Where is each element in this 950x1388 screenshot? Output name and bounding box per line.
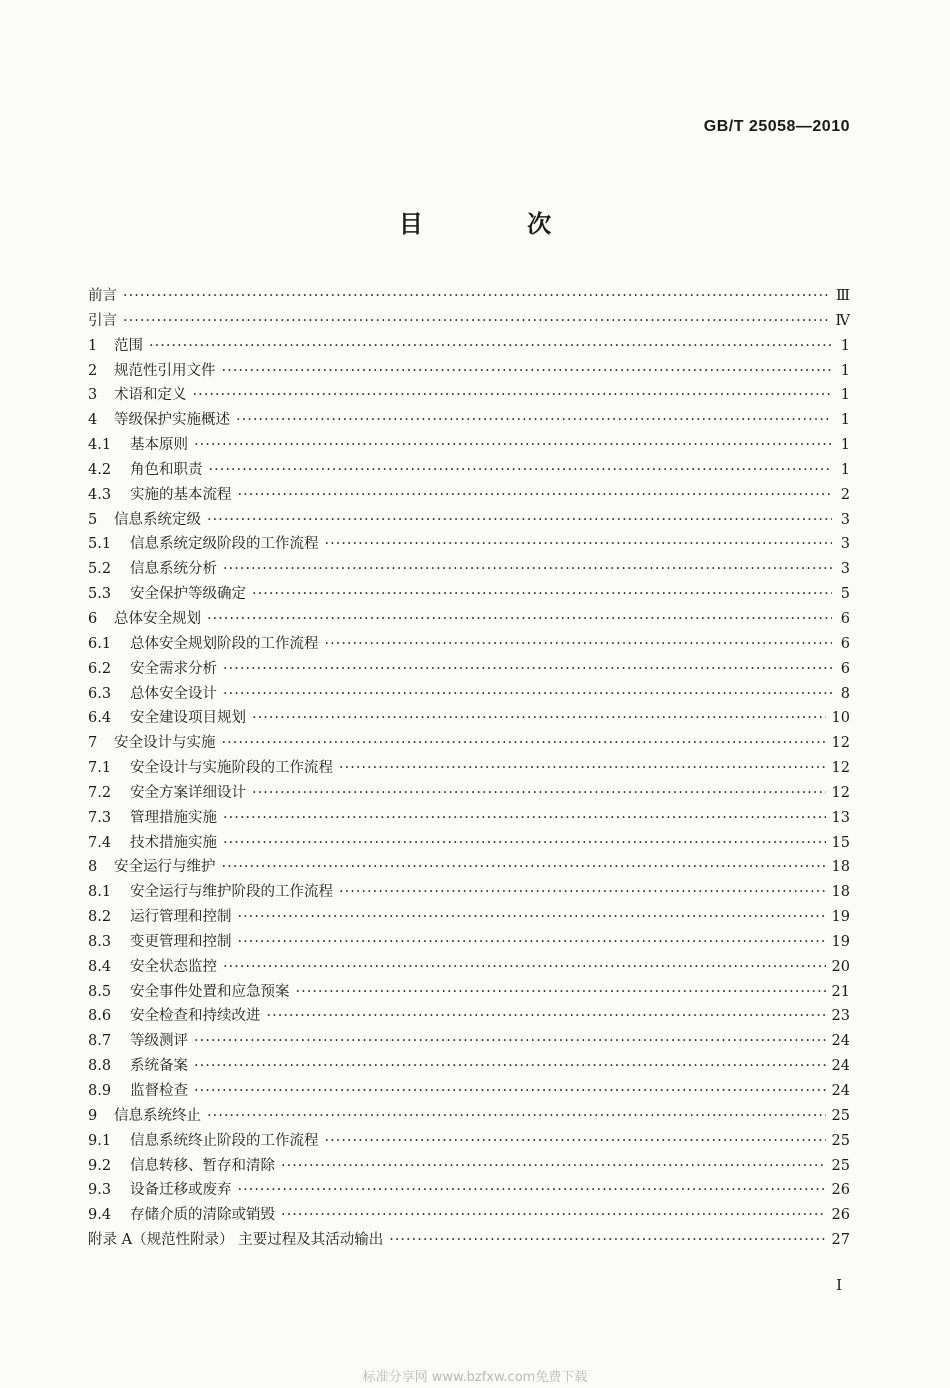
toc-entry-label: 信息系统终止 <box>114 1107 201 1124</box>
toc-leader-dots <box>238 909 826 925</box>
toc-entry-page: 3 <box>840 561 850 578</box>
toc-entry-label: 角色和职责 <box>130 461 203 478</box>
toc-entry-page: 15 <box>831 834 850 851</box>
toc-entry-page: 1 <box>840 461 850 478</box>
toc-entry[interactable] <box>88 284 850 309</box>
toc-leader-dots <box>339 760 826 776</box>
toc-entry-page: 1 <box>840 362 850 379</box>
table-of-contents <box>88 284 850 1253</box>
toc-entry-label: 监督检查 <box>130 1083 188 1099</box>
toc-leader-dots <box>223 661 832 677</box>
toc-entry[interactable] <box>88 1154 850 1179</box>
toc-leader-dots <box>194 1058 826 1074</box>
toc-entry[interactable] <box>88 1129 850 1154</box>
toc-entry[interactable] <box>88 433 850 458</box>
toc-entry-label: 信息转移、暂存和清除 <box>130 1157 275 1174</box>
toc-entry-number: 9.4 <box>88 1207 112 1224</box>
toc-leader-dots <box>281 1207 826 1223</box>
toc-entry-number: 6.3 <box>88 685 112 702</box>
toc-entry-page: 6 <box>840 610 850 627</box>
toc-entry-number: 5.2 <box>88 561 112 578</box>
toc-entry[interactable] <box>88 1178 850 1203</box>
toc-entry-number: 4 <box>88 412 98 429</box>
toc-entry-label: 设备迁移或废弃 <box>130 1182 232 1199</box>
toc-entry[interactable] <box>88 632 850 657</box>
toc-entry-label: 基本原则 <box>130 437 188 454</box>
toc-entry[interactable] <box>88 731 850 756</box>
toc-leader-dots <box>252 586 832 602</box>
toc-entry-label: 变更管理和控制 <box>130 933 232 950</box>
toc-entry[interactable] <box>88 1104 850 1129</box>
toc-entry-number: 8.4 <box>88 958 112 975</box>
document-code: GB/T 25058—2010 <box>703 118 850 135</box>
toc-entry-page: 12 <box>831 784 850 801</box>
toc-entry-page: 18 <box>831 859 850 876</box>
toc-entry[interactable] <box>88 483 850 508</box>
toc-entry-page: 19 <box>831 909 850 926</box>
page-number: I <box>836 1276 842 1294</box>
toc-entry-page: 3 <box>840 536 850 553</box>
toc-entry[interactable] <box>88 682 850 707</box>
toc-entry-number: 4.2 <box>88 461 112 478</box>
toc-entry-page: 12 <box>831 735 850 752</box>
toc-entry[interactable] <box>88 930 850 955</box>
toc-leader-dots <box>223 835 826 851</box>
toc-entry-page: 1 <box>840 437 850 454</box>
toc-entry[interactable] <box>88 1203 850 1228</box>
toc-entry-number: 9.3 <box>88 1182 112 1199</box>
toc-entry[interactable] <box>88 334 850 359</box>
toc-leader-dots <box>236 412 832 428</box>
toc-entry-number: 8.9 <box>88 1083 112 1099</box>
toc-leader-dots <box>223 561 832 577</box>
toc-entry-page: 8 <box>840 685 850 702</box>
toc-entry-label: 附录 A（规范性附录） 主要过程及其活动输出 <box>88 1232 384 1249</box>
toc-leader-dots <box>389 1232 825 1248</box>
toc-entry-number: 9 <box>88 1107 98 1124</box>
toc-leader-dots <box>149 338 832 354</box>
toc-entry[interactable] <box>88 756 850 781</box>
toc-entry-number: 6.2 <box>88 660 112 677</box>
toc-entry-label: 前言 <box>88 288 117 304</box>
toc-entry-page: 26 <box>831 1182 850 1199</box>
toc-entry-label: 总体安全规划阶段的工作流程 <box>130 635 319 652</box>
toc-entry-page: 6 <box>840 660 850 677</box>
toc-entry[interactable] <box>88 508 850 533</box>
toc-entry[interactable] <box>88 408 850 433</box>
toc-entry-label: 等级保护实施概述 <box>114 412 230 429</box>
toc-entry[interactable] <box>88 781 850 806</box>
toc-entry-label: 总体安全设计 <box>130 685 217 702</box>
toc-entry-label: 等级测评 <box>130 1033 188 1050</box>
toc-leader-dots <box>123 313 830 329</box>
page-title: 目 次 <box>398 209 600 238</box>
toc-entry-label: 信息系统终止阶段的工作流程 <box>130 1132 319 1149</box>
toc-entry-page: 26 <box>831 1207 850 1224</box>
toc-entry-label: 规范性引用文件 <box>114 362 216 379</box>
toc-entry-page: 12 <box>831 760 850 777</box>
toc-entry[interactable] <box>88 532 850 557</box>
toc-entry-label: 信息系统分析 <box>130 561 217 578</box>
toc-entry-number: 4.3 <box>88 486 112 503</box>
toc-entry-number: 8.3 <box>88 933 112 950</box>
toc-entry-number: 4.1 <box>88 437 112 454</box>
toc-entry-page: Ⅲ <box>836 288 850 304</box>
toc-leader-dots <box>238 934 826 950</box>
toc-entry[interactable] <box>88 383 850 408</box>
toc-leader-dots <box>267 1008 826 1024</box>
toc-entry-page: 1 <box>840 387 850 404</box>
toc-entry-label: 运行管理和控制 <box>130 909 232 926</box>
toc-entry[interactable] <box>88 955 850 980</box>
toc-entry-page: 23 <box>831 1008 850 1025</box>
toc-entry-label: 安全保护等级确定 <box>130 586 246 603</box>
toc-leader-dots <box>238 487 833 503</box>
toc-entry-label: 安全方案详细设计 <box>130 784 246 801</box>
toc-leader-dots <box>252 785 826 801</box>
toc-entry[interactable] <box>88 806 850 831</box>
toc-entry-label: 术语和定义 <box>114 387 187 404</box>
toc-entry[interactable] <box>88 855 850 880</box>
toc-entry-page: 27 <box>831 1232 850 1249</box>
toc-entry-label: 安全运行与维护阶段的工作流程 <box>130 884 333 901</box>
toc-entry-number: 6 <box>88 610 98 627</box>
toc-leader-dots <box>194 1083 826 1099</box>
toc-entry-page: 5 <box>840 586 850 603</box>
toc-entry-number: 5.3 <box>88 586 112 603</box>
toc-entry-number: 9.2 <box>88 1157 112 1174</box>
toc-entry-label: 安全检查和持续改进 <box>130 1008 261 1025</box>
toc-entry[interactable] <box>88 359 850 384</box>
toc-entry-page: 2 <box>840 486 850 503</box>
toc-entry-number: 7.2 <box>88 784 112 801</box>
toc-leader-dots <box>222 859 826 875</box>
toc-entry[interactable] <box>88 1004 850 1029</box>
toc-entry-label: 总体安全规划 <box>114 610 201 627</box>
toc-leader-dots <box>194 1033 826 1049</box>
toc-entry-page: 20 <box>831 958 850 975</box>
toc-entry-label: 系统备案 <box>130 1058 188 1075</box>
toc-entry-number: 7.1 <box>88 760 112 777</box>
toc-entry-number: 6.4 <box>88 710 112 727</box>
toc-entry-number: 8.8 <box>88 1058 112 1075</box>
toc-entry-number: 8 <box>88 859 98 876</box>
toc-entry-number: 1 <box>88 337 98 354</box>
toc-entry-page: 13 <box>831 809 850 826</box>
toc-entry-number: 7.3 <box>88 809 112 826</box>
toc-leader-dots <box>296 984 826 1000</box>
toc-entry-number: 5 <box>88 511 98 528</box>
toc-entry-page: 3 <box>840 511 850 528</box>
toc-leader-dots <box>207 512 832 528</box>
toc-entry-number: 8.7 <box>88 1033 112 1050</box>
toc-entry-label: 安全状态监控 <box>130 958 217 975</box>
toc-entry[interactable] <box>88 607 850 632</box>
toc-entry[interactable] <box>88 458 850 483</box>
toc-entry-number: 7 <box>88 735 98 752</box>
toc-leader-dots <box>194 437 832 453</box>
toc-entry[interactable] <box>88 309 850 334</box>
toc-leader-dots <box>123 288 830 304</box>
toc-entry-number: 3 <box>88 387 98 404</box>
toc-leader-dots <box>207 611 832 627</box>
toc-entry-page: 19 <box>831 933 850 950</box>
toc-entry[interactable] <box>88 582 850 607</box>
toc-entry-page: 24 <box>831 1033 850 1050</box>
toc-entry-label: 安全建设项目规划 <box>130 710 246 727</box>
toc-entry-label: 安全设计与实施 <box>114 735 216 752</box>
toc-entry-label: 安全需求分析 <box>130 660 217 677</box>
toc-entry-page: 1 <box>840 337 850 354</box>
toc-leader-dots <box>223 959 826 975</box>
toc-entry-page: 21 <box>831 983 850 1000</box>
toc-entry-number: 8.2 <box>88 909 112 926</box>
toc-entry-page: 24 <box>831 1058 850 1075</box>
toc-entry-number: 8.1 <box>88 884 112 901</box>
toc-entry-label: 信息系统定级阶段的工作流程 <box>130 536 319 553</box>
toc-leader-dots <box>222 735 826 751</box>
toc-entry-label: 信息系统定级 <box>114 511 201 528</box>
toc-entry-label: 安全运行与维护 <box>114 859 216 876</box>
toc-leader-dots <box>281 1158 826 1174</box>
toc-leader-dots <box>207 1108 826 1124</box>
toc-entry[interactable] <box>88 880 850 905</box>
toc-entry-page: 25 <box>831 1157 850 1174</box>
toc-entry[interactable] <box>88 831 850 856</box>
toc-leader-dots <box>209 462 833 478</box>
toc-entry-label: 实施的基本流程 <box>130 486 232 503</box>
toc-entry[interactable] <box>88 1054 850 1079</box>
toc-entry[interactable] <box>88 706 850 731</box>
toc-entry[interactable] <box>88 1228 850 1253</box>
toc-entry-page: 18 <box>831 884 850 901</box>
toc-entry-label: 技术措施实施 <box>130 834 217 851</box>
watermark: 标准分享网 www.bzfxw.com免费下载 <box>362 1370 588 1385</box>
toc-entry-page: 24 <box>831 1083 850 1099</box>
toc-entry-page: 10 <box>831 710 850 727</box>
toc-entry-number: 9.1 <box>88 1132 112 1149</box>
toc-entry[interactable] <box>88 1029 850 1054</box>
toc-entry-label: 管理措施实施 <box>130 809 217 826</box>
toc-entry-page: 25 <box>831 1132 850 1149</box>
toc-entry-number: 2 <box>88 362 98 379</box>
toc-leader-dots <box>238 1182 826 1198</box>
toc-entry-number: 5.1 <box>88 536 112 553</box>
toc-entry-number: 8.6 <box>88 1008 112 1025</box>
toc-entry-page: 6 <box>840 635 850 652</box>
toc-entry-label: 安全设计与实施阶段的工作流程 <box>130 760 333 777</box>
toc-leader-dots <box>223 686 832 702</box>
toc-entry[interactable] <box>88 657 850 682</box>
toc-entry-number: 7.4 <box>88 834 112 851</box>
toc-entry-label: 范围 <box>114 337 143 354</box>
toc-entry-page: 1 <box>840 412 850 429</box>
toc-leader-dots <box>252 710 826 726</box>
toc-entry-page: Ⅳ <box>835 312 850 329</box>
toc-leader-dots <box>325 1133 826 1149</box>
toc-leader-dots <box>339 884 826 900</box>
toc-entry-label: 引言 <box>88 312 117 329</box>
toc-entry[interactable] <box>88 905 850 930</box>
toc-entry[interactable] <box>88 980 850 1005</box>
toc-leader-dots <box>223 810 826 826</box>
toc-entry-page: 25 <box>831 1107 850 1124</box>
toc-entry[interactable] <box>88 1079 850 1104</box>
toc-entry[interactable] <box>88 557 850 582</box>
toc-entry-number: 6.1 <box>88 635 112 652</box>
toc-leader-dots <box>222 363 833 379</box>
toc-leader-dots <box>325 536 833 552</box>
toc-entry-label: 存储介质的清除或销毁 <box>130 1207 275 1224</box>
toc-entry-label: 安全事件处置和应急预案 <box>130 983 290 1000</box>
toc-leader-dots <box>193 387 833 403</box>
toc-entry-number: 8.5 <box>88 983 112 1000</box>
toc-leader-dots <box>325 636 833 652</box>
